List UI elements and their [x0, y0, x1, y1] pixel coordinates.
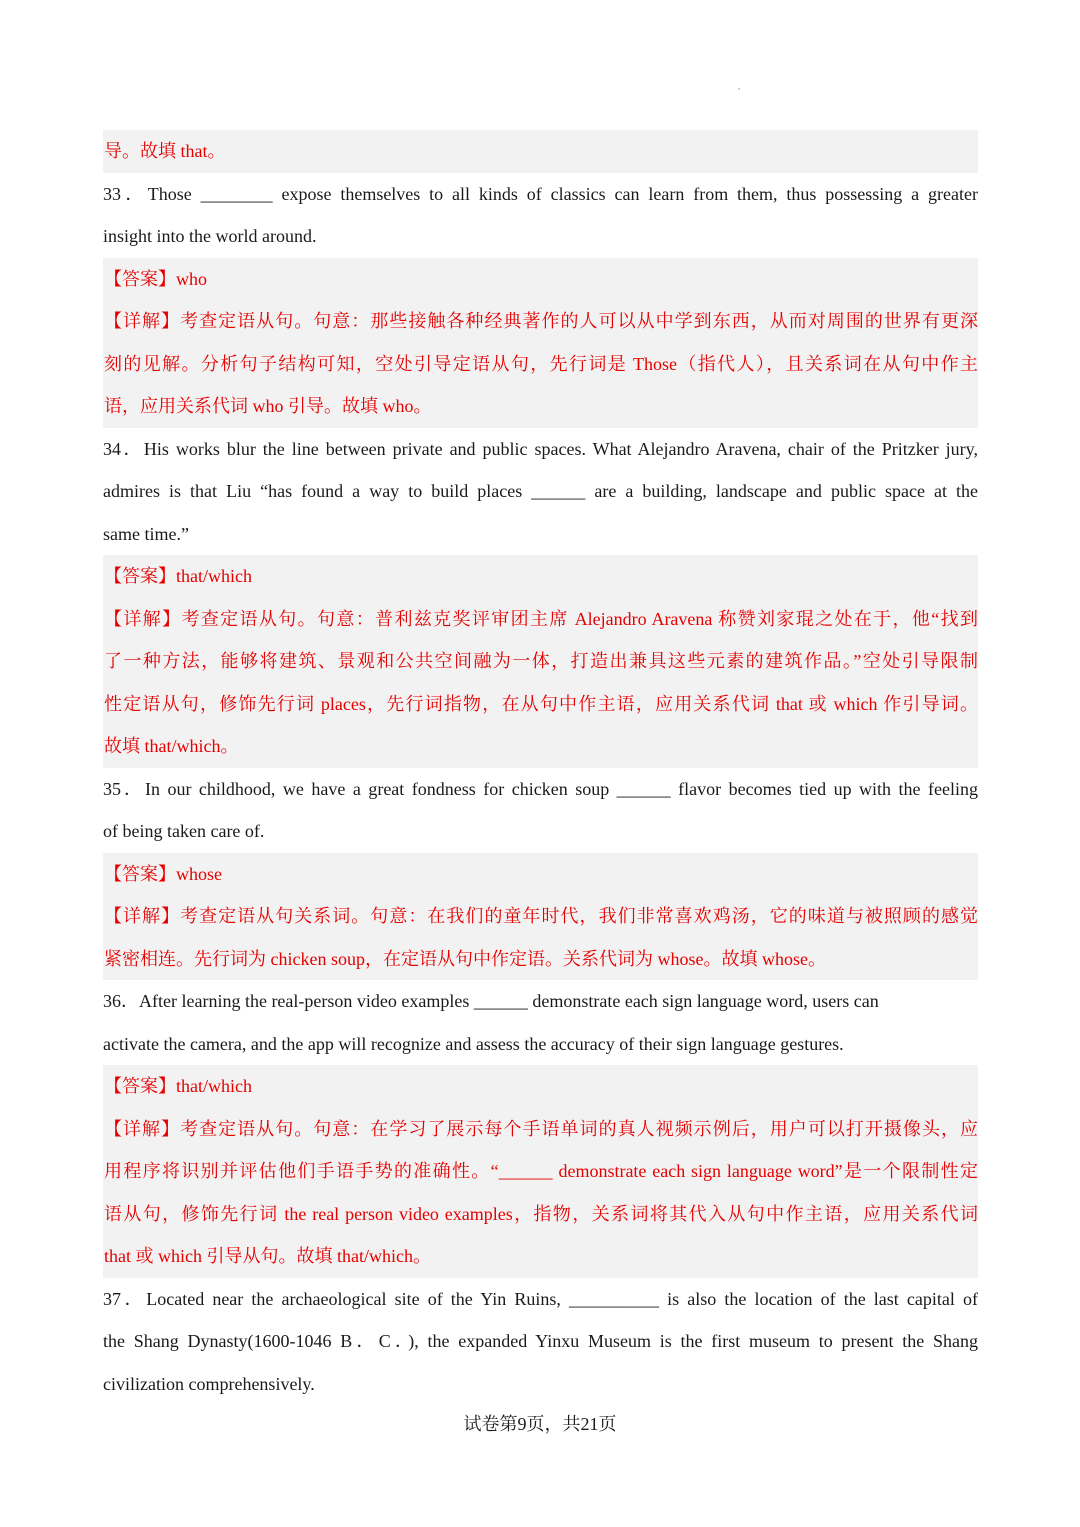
question-line: 35．In our childhood, we have a great fondness for chicken soup ______ flavor becomes tied up with the feeling	[103, 778, 978, 799]
question-line: same time.”	[103, 523, 189, 544]
answer-line: 导。故填 that。	[103, 130, 978, 173]
answer-line: 【详解】考查定语从句关系词。句意：在我们的童年时代，我们非常喜欢鸡汤，它的味道与被照顾的感觉	[103, 895, 978, 938]
question-line: 33．Those ________ expose themselves to all kinds of classics can learn from them, thus possessing a greater	[103, 183, 978, 204]
scan-mark	[738, 88, 740, 90]
question-line: 34．His works blur the line between private and public spaces. What Alejandro Aravena, chair of the Pritzker jury,	[103, 438, 978, 459]
answer-line: 【详解】考查定语从句。句意：在学习了展示每个手语单词的真人视频示例后，用户可以打开摄像头，应	[103, 1108, 978, 1151]
answer-line: 语，应用关系代词 who 引导。故填 who。	[103, 385, 978, 428]
question-line: 37．Located near the archaeological site of the Yin Ruins, __________ is also the location of the last capital of	[103, 1288, 978, 1309]
question-line: insight into the world around.	[103, 226, 317, 246]
answer-line: 语从句，修饰先行词 the real person video examples，指物，关系词将其代入从句中作主语，应用关系代词	[103, 1193, 978, 1236]
question-line: the Shang Dynasty(1600-1046 B．C．), the expanded Yinxu Museum is the first museum to present the Shang	[103, 1331, 978, 1351]
answer-line: 【答案】who	[103, 258, 978, 301]
answer-line: 刻的见解。分析句子结构可知，空处引导定语从句，先行词是 Those（指代人），且关系词在从句中作主	[103, 343, 978, 386]
question-line: admires is that Liu “has found a way to build places ______ are a building, landscape and public space at the	[103, 481, 978, 501]
answer-line: 【详解】考查定语从句。句意：那些接触各种经典著作的人可以从中学到东西，从而对周围的世界有更深	[103, 300, 978, 343]
answer-line: 用程序将识别并评估他们手语手势的准确性。“______ demonstrate each sign language word”是一个限制性定	[103, 1150, 978, 1193]
question-line: civilization comprehensively.	[103, 1373, 315, 1394]
answer-line: 了一种方法，能够将建筑、景观和公共空间融为一体，打造出兼具这些元素的建筑作品。”空处引导限制	[103, 640, 978, 683]
answer-line: 紧密相连。先行词为 chicken soup，在定语从句中作定语。关系代词为 whose。故填 whose。	[103, 938, 978, 981]
answer-line: 【答案】that/which	[103, 1065, 978, 1108]
answer-line: 【详解】考查定语从句。句意：普利兹克奖评审团主席 Alejandro Aravena 称赞刘家琨之处在于，他“找到	[103, 598, 978, 641]
document-body	[103, 130, 978, 1405]
answer-line: 【答案】whose	[103, 853, 978, 896]
question-line: 36．After learning the real-person video examples ______ demonstrate each sign language word, users can	[103, 991, 879, 1011]
answer-line: 【答案】that/which	[103, 555, 978, 598]
question-line: activate the camera, and the app will recognize and assess the accuracy of their sign language gestures.	[103, 1033, 844, 1054]
page-footer: 试卷第9页，共21页	[463, 1414, 617, 1434]
answer-line: 性定语从句，修饰先行词 places，先行词指物，在从句中作主语，应用关系代词 that 或 which 作引导词。	[103, 683, 978, 726]
answer-line: that 或 which 引导从句。故填 that/which。	[103, 1235, 978, 1278]
answer-line: 故填 that/which。	[103, 725, 978, 768]
question-line: of being taken care of.	[103, 821, 265, 841]
